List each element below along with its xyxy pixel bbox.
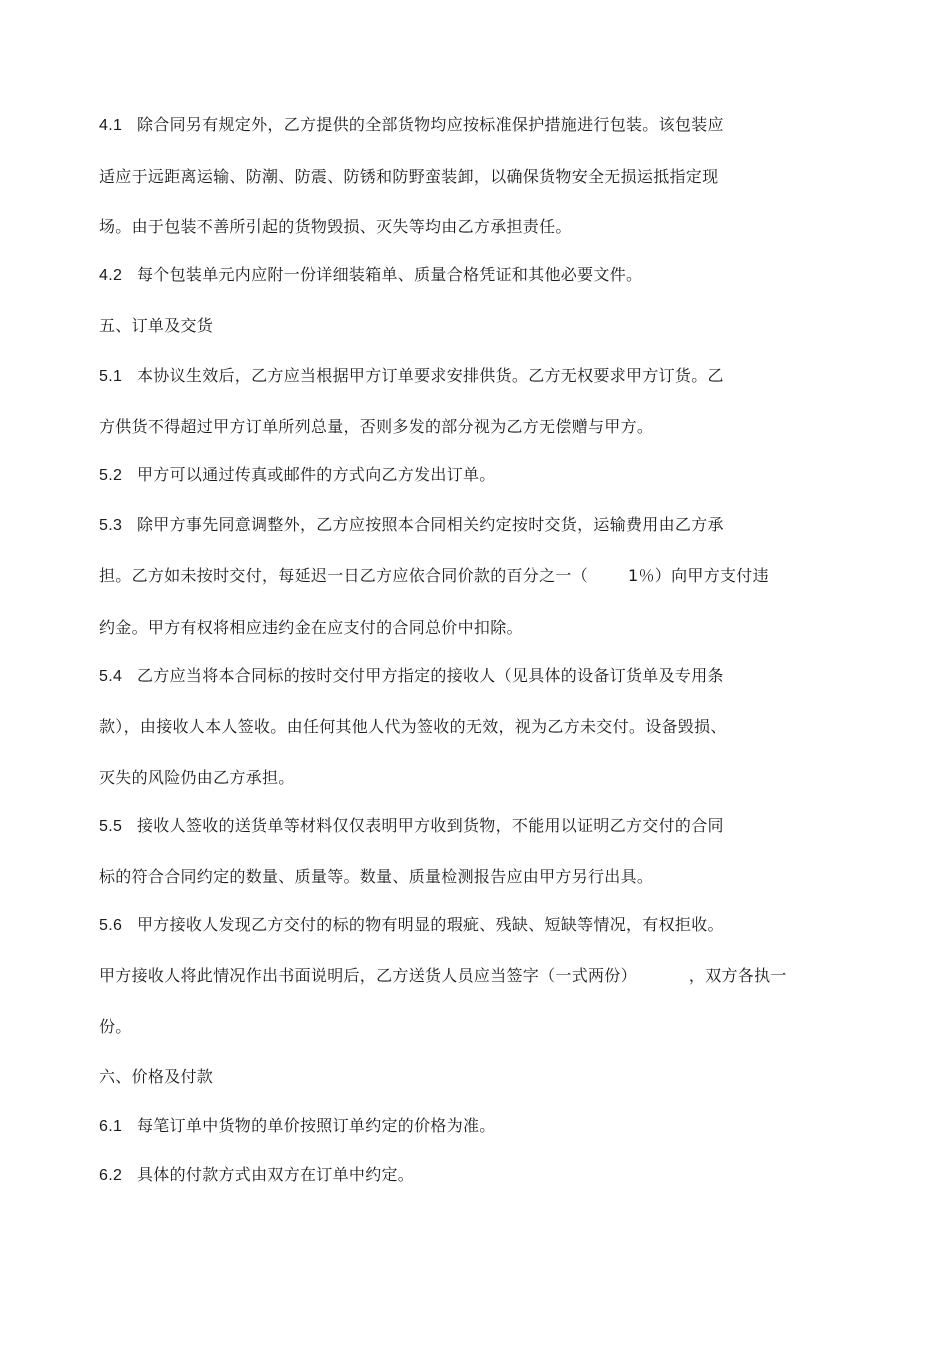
clause-number: 5.1: [99, 368, 123, 385]
clause-5-5-line-1: [99, 815, 724, 838]
section-heading: 五、订单及交货: [99, 316, 214, 335]
clause-5-4-line-3: [99, 767, 295, 789]
clause-6-1-line-1: [99, 1115, 496, 1138]
clause-text: 乙方应当将本合同标的按时交付甲方指定的接收人（见具体的设备订货单及专用条: [137, 666, 724, 685]
clause-text: 具体的付款方式由双方在订单中约定。: [137, 1165, 415, 1184]
clause-5-4-line-1: [99, 665, 724, 688]
clause-text: 1％）向甲方支付违: [628, 566, 769, 585]
clause-text: 甲方接收人发现乙方交付的标的物有明显的瑕疵、残缺、短缺等情况，有权拒收。: [137, 915, 724, 934]
clause-number: 5.4: [99, 668, 123, 685]
clause-5-3-line-2: [99, 565, 769, 587]
clause-number: 5.6: [99, 917, 123, 934]
clause-text: 接收人签收的送货单等材料仅仅表明甲方收到货物，不能用以证明乙方交付的合同: [137, 816, 724, 835]
clause-text: ，双方各执一: [688, 966, 787, 985]
clause-text: 甲方接收人将此情况作出书面说明后，乙方送货人员应当签字（一式两份）: [99, 966, 637, 985]
clause-5-1-line-2: [99, 416, 653, 438]
section-5-heading: [99, 315, 213, 337]
clause-text: 除合同另有规定外，乙方提供的全部货物均应按标准保护措施进行包装。该包装应: [137, 115, 724, 134]
clause-text: 每笔订单中货物的单价按照订单约定的价格为准。: [137, 1116, 496, 1135]
clause-4-1-line-3: [99, 216, 572, 238]
clause-text: 适应于远距离运输、防潮、防震、防锈和防野蛮装卸，以确保货物安全无损运抵指定现: [99, 167, 719, 186]
clause-number: 5.5: [99, 818, 123, 835]
clause-5-3-line-1: [99, 514, 724, 537]
clause-text: 款），由接收人本人签收。由任何其他人代为签收的无效，视为乙方未交付。设备毁损、: [99, 717, 727, 736]
clause-number: 6.2: [99, 1167, 123, 1184]
clause-text: 甲方可以通过传真或邮件的方式向乙方发出订单。: [137, 465, 496, 484]
clause-text: 灭失的风险仍由乙方承担。: [99, 768, 295, 787]
clause-4-1-line-2: [99, 166, 718, 188]
clause-5-5-line-2: [99, 866, 653, 888]
clause-text: 担。乙方如未按时交付，每延迟一日乙方应依合同价款的百分之一（: [99, 566, 589, 585]
clause-5-6-line-2: [99, 965, 787, 987]
section-6-heading: [99, 1066, 213, 1088]
clause-5-3-line-3: [99, 617, 523, 639]
clause-4-1-line-1: [99, 114, 724, 137]
clause-text: 本协议生效后，乙方应当根据甲方订单要求安排供货。乙方无权要求甲方订货。乙: [137, 366, 724, 385]
section-heading: 六、价格及付款: [99, 1067, 214, 1086]
clause-text: 除甲方事先同意调整外，乙方应按照本合同相关约定按时交货，运输费用由乙方承: [137, 515, 724, 534]
clause-text: 份。: [99, 1017, 132, 1036]
clause-number: 4.2: [99, 267, 123, 284]
clause-text: 方供货不得超过甲方订单所列总量，否则多发的部分视为乙方无偿赠与甲方。: [99, 417, 654, 436]
clause-number: 5.3: [99, 517, 123, 534]
clause-number: 4.1: [99, 117, 123, 134]
clause-5-2-line-1: [99, 464, 496, 487]
clause-5-6-line-1: [99, 914, 724, 937]
clause-number: 6.1: [99, 1118, 123, 1135]
clause-text: 约金。甲方有权将相应违约金在应支付的合同总价中扣除。: [99, 618, 523, 637]
clause-text: 每个包装单元内应附一份详细装箱单、质量合格凭证和其他必要文件。: [137, 265, 643, 284]
clause-6-2-line-1: [99, 1164, 414, 1187]
clause-text: 场。由于包装不善所引起的货物毁损、灭失等均由乙方承担责任。: [99, 217, 572, 236]
clause-5-1-line-1: [99, 365, 724, 388]
clause-4-2-line-1: [99, 264, 642, 287]
clause-number: 5.2: [99, 467, 123, 484]
clause-5-4-line-2: [99, 716, 727, 738]
clause-text: 标的符合合同约定的数量、质量等。数量、质量检测报告应由甲方另行出具。: [99, 867, 654, 886]
clause-5-6-line-3: [99, 1016, 132, 1038]
